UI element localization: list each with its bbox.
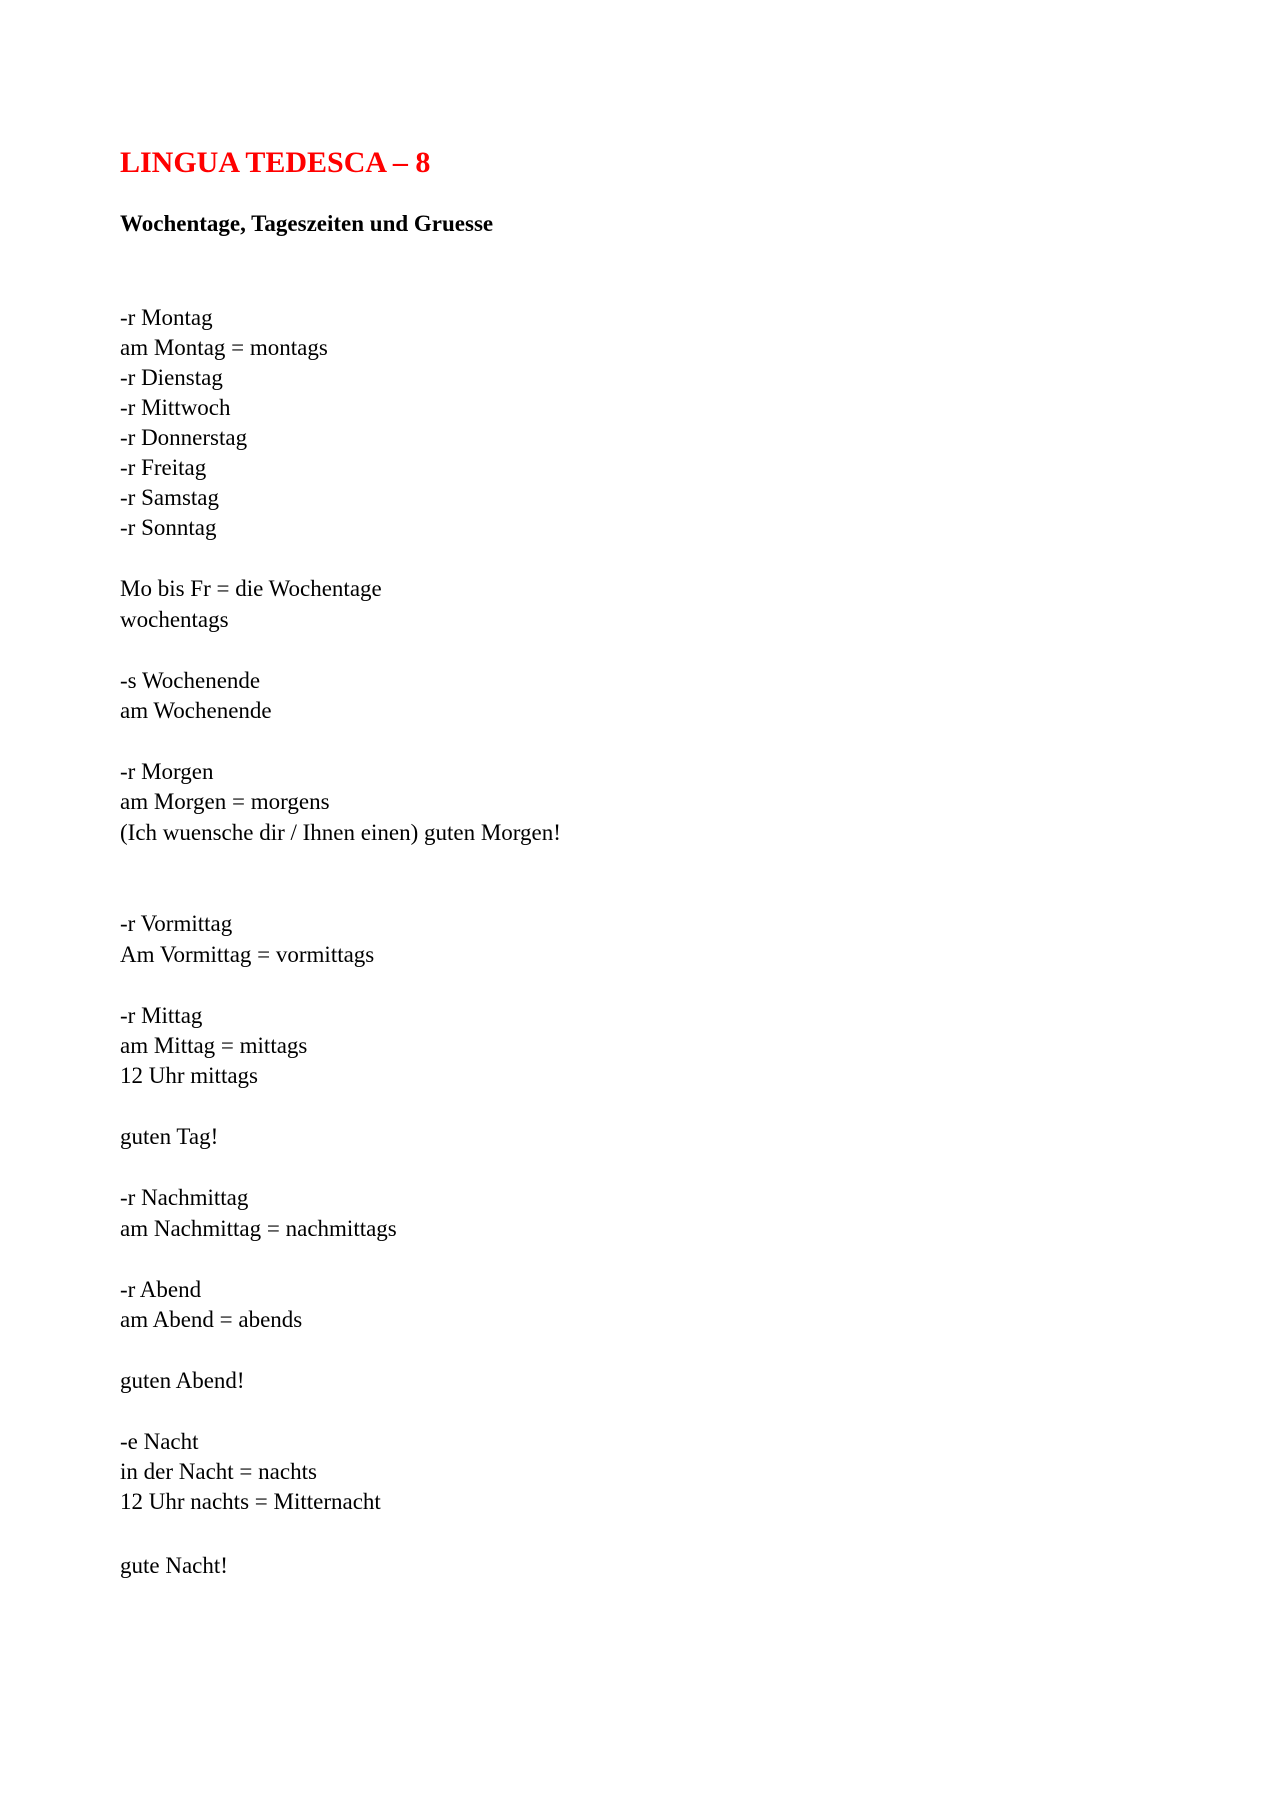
vocab-line: -r Montag	[120, 305, 213, 330]
vocab-line: -r Donnerstag	[120, 425, 248, 450]
vocab-line: -r Vormittag	[120, 911, 233, 936]
document-title: LINGUA TEDESCA – 8	[120, 146, 431, 179]
vocab-line: -r Mittag	[120, 1003, 203, 1028]
vocab-line: -r Sonntag	[120, 515, 217, 540]
vocab-line: 12 Uhr mittags	[120, 1063, 258, 1088]
vocab-line: gute Nacht!	[120, 1553, 228, 1578]
vocab-line: am Nachmittag = nachmittags	[120, 1216, 397, 1241]
vocab-line: -r Morgen	[120, 759, 214, 784]
vocab-line: (Ich wuensche dir / Ihnen einen) guten Morgen!	[120, 820, 561, 845]
vocab-line: am Mittag = mittags	[120, 1033, 308, 1058]
vocab-line: -r Nachmittag	[120, 1185, 249, 1210]
vocab-line: am Morgen = morgens	[120, 789, 330, 814]
document-subtitle: Wochentage, Tageszeiten und Gruesse	[120, 211, 494, 236]
vocab-line: -r Dienstag	[120, 365, 223, 390]
vocab-line: -r Freitag	[120, 455, 207, 480]
vocab-line: -r Mittwoch	[120, 395, 231, 420]
vocab-line: -r Abend	[120, 1277, 202, 1302]
vocab-line: 12 Uhr nachts = Mitternacht	[120, 1489, 381, 1514]
vocab-line: Am Vormittag = vormittags	[120, 942, 375, 967]
vocab-line: guten Abend!	[120, 1368, 245, 1393]
vocab-line: in der Nacht = nachts	[120, 1459, 317, 1484]
vocab-line: wochentags	[120, 607, 229, 632]
vocab-line: am Abend = abends	[120, 1307, 303, 1332]
vocab-line: -r Samstag	[120, 485, 220, 510]
vocab-line: guten Tag!	[120, 1124, 219, 1149]
vocab-line: am Wochenende	[120, 698, 272, 723]
vocab-line: am Montag = montags	[120, 335, 328, 360]
vocab-line: -s Wochenende	[120, 668, 261, 693]
vocab-line: -e Nacht	[120, 1429, 199, 1454]
vocab-line: Mo bis Fr = die Wochentage	[120, 576, 382, 601]
